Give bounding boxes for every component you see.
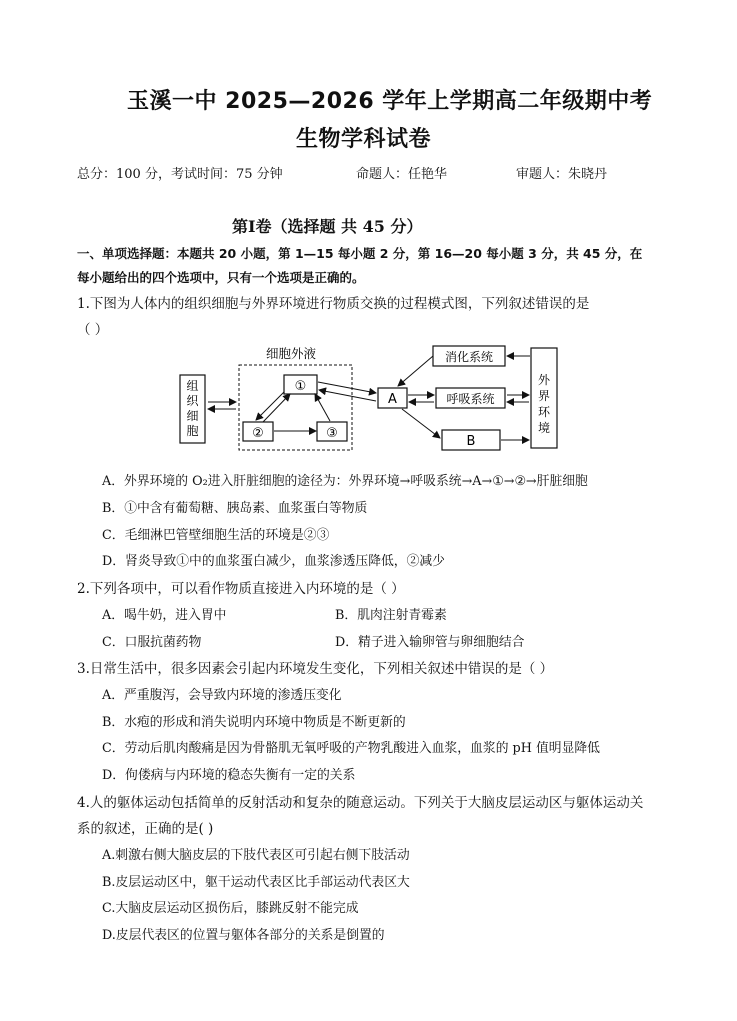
node-1-label: ① <box>294 379 307 394</box>
tissue-cell-char-3: 细 <box>186 409 199 423</box>
question-4-stem-line2: 系的叙述，正确的是( ) <box>77 821 214 837</box>
question-1-option-a: A．外界环境的 O₂进入肝脏细胞的途径为：外界环境→呼吸系统→A→①→②→肝脏细胞 <box>102 474 588 489</box>
exam-reviewer: 审题人：朱晓丹 <box>516 167 608 182</box>
arrow-1-to-2 <box>256 392 284 420</box>
tissue-cell-char-2: 织 <box>186 394 199 408</box>
question-3-option-b: B．水疱的形成和消失说明内环境中物质是不断更新的 <box>102 715 406 730</box>
question-2-option-b: B．肌肉注射青霉素 <box>335 608 447 623</box>
exam-title: 玉溪一中 2025—2026 学年上学期高二年级期中考 <box>127 89 653 114</box>
question-4-stem-line1: 4.人的躯体运动包括简单的反射活动和复杂的随意运动。下列关于大脑皮层运动区与躯体运动关 <box>77 795 644 811</box>
question-4-option-a: A.刺激右侧大脑皮层的下肢代表区可引起右侧下肢活动 <box>102 848 410 863</box>
tissue-cell-char-4: 胞 <box>186 424 199 438</box>
exam-author: 命题人：任艳华 <box>356 167 448 182</box>
question-3-stem: 3.日常生活中，很多因素会引起内环境发生变化，下列相关叙述中错误的是（ ） <box>77 661 554 677</box>
question-2-option-d: D．精子进入输卵管与卵细胞结合 <box>335 635 525 650</box>
question-1-stem-line2: （ ） <box>77 322 109 338</box>
question-3-option-c: C．劳动后肌肉酸痛是因为骨骼肌无氧呼吸的产物乳酸进入血浆，血浆的 pH 值明显降低 <box>102 741 600 756</box>
section-title: 第Ⅰ卷（选择题 共 45 分） <box>232 217 423 236</box>
question-2-option-a: A．喝牛奶，进入胃中 <box>102 608 227 623</box>
arrow-3-to-1 <box>315 394 330 421</box>
external-char-3: 环 <box>537 405 551 419</box>
question-3-option-d: D．佝偻病与内环境的稳态失衡有一定的关系 <box>102 768 356 783</box>
question-2-stem: 2.下列各项中，可以看作物质直接进入内环境的是（ ） <box>77 581 405 597</box>
section-instruction-line1: 一、单项选择题：本题共 20 小题，第 1—15 每小题 2 分，第 16—20 每小题 3 分，共 45 分，在 <box>77 246 643 261</box>
node-A-label: A <box>388 392 397 407</box>
node-B-label: B <box>466 434 476 449</box>
question-4-option-d: D.皮层代表区的位置与躯体各部分的关系是倒置的 <box>102 928 385 943</box>
external-char-4: 境 <box>537 421 551 435</box>
arrow-2-to-1 <box>263 394 290 422</box>
exchange-diagram <box>170 338 570 458</box>
respiratory-system-label: 呼吸系统 <box>446 392 495 406</box>
tissue-cell-char-1: 组 <box>186 379 199 393</box>
node-3-label: ③ <box>326 426 338 441</box>
node-2-label: ② <box>252 426 264 441</box>
exam-total-info: 总分：100 分，考试时间：75 分钟 <box>77 167 283 182</box>
section-instruction-line2: 每小题给出的四个选项中，只有一个选项是正确的。 <box>77 270 365 285</box>
digestive-system-label: 消化系统 <box>444 350 494 364</box>
question-4-option-c: C.大脑皮层运动区损伤后，膝跳反射不能完成 <box>102 901 359 916</box>
external-char-1: 外 <box>537 373 551 387</box>
question-1-stem-line1: 1.下图为人体内的组织细胞与外界环境进行物质交换的过程模式图，下列叙述错误的是 <box>77 296 590 312</box>
exam-subtitle: 生物学科试卷 <box>296 127 432 152</box>
question-1-option-b: B．①中含有葡萄糖、胰岛素、血浆蛋白等物质 <box>102 501 368 516</box>
arrow-A-to-B <box>402 409 440 438</box>
question-1-option-c: C．毛细淋巴管壁细胞生活的环境是②③ <box>102 528 330 543</box>
question-4-option-b: B.皮层运动区中，躯干运动代表区比手部运动代表区大 <box>102 875 410 890</box>
arrow-digestive-to-A <box>398 356 433 386</box>
question-2-option-c: C．口服抗菌药物 <box>102 635 202 650</box>
external-char-2: 界 <box>537 389 551 403</box>
question-1-option-d: D．肾炎导致①中的血浆蛋白减少，血浆渗透压降低，②减少 <box>102 554 445 569</box>
extracellular-label: 细胞外液 <box>266 346 317 361</box>
question-3-option-a: A．严重腹泻，会导致内环境的渗透压变化 <box>102 688 342 703</box>
